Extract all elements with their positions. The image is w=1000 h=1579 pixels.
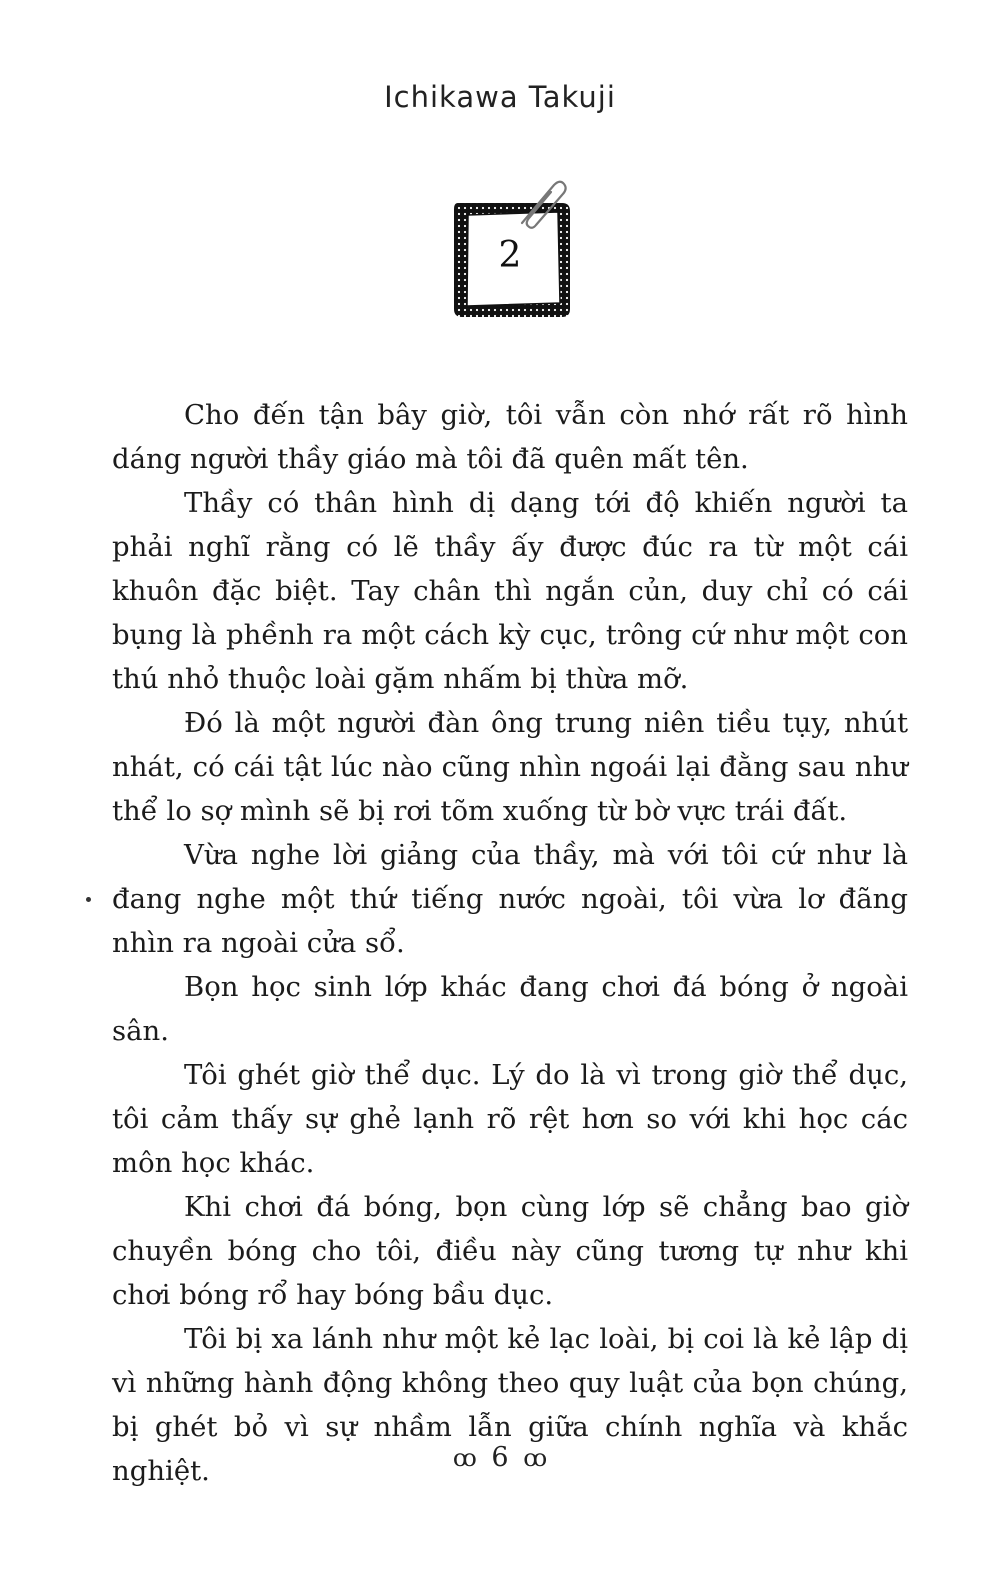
paragraph: Đó là một người đàn ông trung niên tiều tụy, nhút nhát, có cái tật lúc nào cũng nhìn ngoái lại đằng sau như thể lo sợ mình sẽ bị rơi tõm xuống từ bờ vực trái đất.	[112, 707, 908, 827]
ornament-left-icon: ꝏ	[452, 1444, 477, 1472]
paragraph: Vừa nghe lời giảng của thầy, mà với tôi cứ như là đang nghe một thứ tiếng nước ngoài, tôi vừa lơ đãng nhìn ra ngoài cửa sổ.	[112, 839, 908, 959]
running-header-author: Ichikawa Takuji	[384, 80, 616, 114]
ornament-right-icon: ꝏ	[523, 1444, 548, 1472]
chapter-number: 2	[498, 235, 522, 276]
print-speck	[86, 897, 91, 902]
paragraph: Thầy có thân hình dị dạng tới độ khiến người ta phải nghĩ rằng có lẽ thầy ấy được đúc ra từ một cái khuôn đặc biệt. Tay chân thì ngắn củn, duy chỉ có cái bụng là phềnh ra một cách kỳ cục, trông cứ như một con thú nhỏ thuộc loài gặm nhấm bị thừa mỡ.	[112, 487, 908, 695]
page-number: 6	[491, 1442, 509, 1473]
paragraph: Tôi bị xa lánh như một kẻ lạc loài, bị coi là kẻ lập dị vì những hành động không theo quy luật của bọn chúng, bị ghét bỏ vì sự nhầm lẫn giữa chính nghĩa và khắc nghiệt.	[112, 1323, 908, 1487]
paragraph: Bọn học sinh lớp khác đang chơi đá bóng ở ngoài sân.	[112, 971, 908, 1047]
paragraph: Khi chơi đá bóng, bọn cùng lớp sẽ chẳng bao giờ chuyền bóng cho tôi, điều này cũng tương tự như khi chơi bóng rổ hay bóng bầu dục.	[112, 1191, 908, 1311]
paragraph: Tôi ghét giờ thể dục. Lý do là vì trong giờ thể dục, tôi cảm thấy sự ghẻ lạnh rõ rệt hơn so với khi học các môn học khác.	[112, 1059, 908, 1179]
chapter-body	[112, 393, 908, 1493]
paragraph: Cho đến tận bây giờ, tôi vẫn còn nhớ rất rõ hình dáng người thầy giáo mà tôi đã quên mất tên.	[112, 399, 908, 475]
page-footer	[0, 1442, 1000, 1473]
chapter-frame	[450, 175, 575, 320]
